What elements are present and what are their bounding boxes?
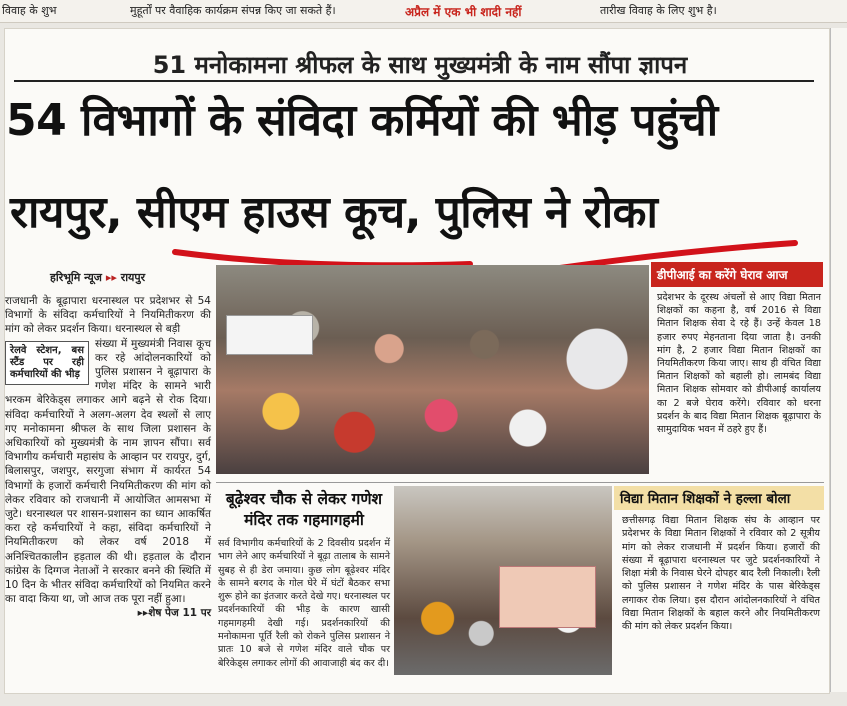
rally-banner xyxy=(499,566,596,628)
box-story-text: छत्तीसगढ़ विद्या मितान शिक्षक संघ के आव्हान पर प्रदेशभर के विद्या मितान शिक्षकों ने रविवार को 2 सूत्रीय मांग को लेकर राजधानी में प्रदर्शन किया। हजारों की संख्या में बूढ़ापारा धरनास्थल पर जुटे प्रदर्शनकारियों ने शिक्षा मंत्री के निवास घेरने दोपहर बाद रैली निकाली। रैली को पुलिस प्रशासन ने गणेश मंदिर के पास बेरिकेड्स लगाकर रोक लिया। इस दौरान आंदोलनकारियों ने वंचित विद्या मितान शिक्षकों के बहाल करने और नियमितीकरण की मांग को लेकर प्रदर्शन किया। xyxy=(622,515,820,633)
right-story-text: प्रदेशभर के दूरस्थ अंचलों से आए विद्या मितान शिक्षकों का कहना है, वर्ष 2016 से विद्या मितान शिक्षक सेवा दे रहे हैं। उन्हें केवल 18 हजार रुपए मेहनताना दिया जाता है। उनकी मांग है, 2 हजार विद्या मितान शिक्षकों का नियमितीकरण किया जाए। साथ ही वंचित विद्या मितान शिक्षकों को बहाली हो। लामबंद विद्या मितान शिक्षक सोमवार को डीपीआई कार्यालय का 2 बजे घेराव करेंगे। रविवार को धरना प्रदर्शन के बाद विद्या मितान शिक्षक बूढ़ापारा के सामुदायिक भवन में ठहरे हुए हैं। xyxy=(657,292,821,436)
right-story xyxy=(651,262,823,436)
rally-photo xyxy=(394,486,612,675)
strip-right-text: तारीख विवाह के लिए शुभ है। xyxy=(600,4,717,17)
strip-center-text: मुहूर्तों पर वैवाहिक कार्यक्रम संपन्न किए जा सकते हैं। xyxy=(130,4,336,17)
main-story-para-2: संख्या में मुख्यमंत्री निवास कूच कर रहे आंदोलनकारियों को पुलिस प्रशासन ने बूढ़ापारा के गणेश मंदिर के सामने भारी भरकम बेरिकेड्स लगाकर आगे बढ़ने से रोक दिया। संविदा कर्मचारियों ने अलग-अलग देव स्थलों से लाए गए मनोकामना श्रीफल के साथ जिला प्रशासन के अधिकारियों को मुख्यमंत्री के नाम ज्ञापन सौंपा। सर्व विभागीय कर्मचारी महासंघ के आव्हान पर रायपुर, दुर्ग, बिलासपुर, जशपुर, सरगुजा संभाग में कार्यरत 54 विभागों के हजारों कर्मचारी नियमितीकरण की मांग को लेकर रविवार को राजधानी में आयोजित आमसभा में जुटे। धरनास्थल पर शासन-प्रशासन का ध्यान आकर्षित करा रहे कर्मचारियों ने कहा, संविदा कर्मचारियों ने नियमितीकरण को लेकर वर्ष 2018 में अनिश्चितकालीन हड़ताल की थी। हड़ताल के दौरान कांग्रेस के दिग्गज नेताओं ने सरकार बनने की स्थिति में 10 दिन के भीतर संविदा कर्मचारियों को नियमित करने का वादा किया था, जो आज तक पूरा नहीं हुआ। xyxy=(5,337,211,606)
box-story-heading: विद्या मितान शिक्षकों ने हल्ला बोला xyxy=(614,486,824,510)
photo-banner xyxy=(226,315,313,355)
strip-center-red: अप्रैल में एक भी शादी नहीं xyxy=(405,5,522,19)
mid-story-heading: बूढ़ेश्वर चौक से लेकर गणेश मंदिर तक गहमागहमी xyxy=(225,490,383,529)
right-story-heading: डीपीआई का करेंगे घेराव आज xyxy=(651,262,823,287)
adjacent-page-edge xyxy=(830,28,847,692)
main-story-para-1: राजधानी के बूढ़ापारा धरनास्थल पर प्रदेशभर से 54 विभागों के संविदा कर्मचारियों ने नियमितीकरण की मांग को लेकर प्रदर्शन किया। धरनास्थल से बड़ी xyxy=(5,295,211,336)
kicker-headline: 51 मनोकामना श्रीफल के साथ मुख्यमंत्री के नाम सौंपा ज्ञापन xyxy=(152,51,688,79)
kicker-rule xyxy=(14,80,814,82)
mid-story-text: सर्व विभागीय कर्मचारियों के 2 दिवसीय प्रदर्शन में भाग लेने आए कर्मचारियों ने बूढ़ा तालाब के सामने सुबह से ही डेरा जमाया। कुछ लोग बूढ़ेश्वर मंदिर के सामने बरगद के गोल घेरे में घंटों बैठकर सभा शुरू होने का इंतजार करते देखे गए। धरनास्थल पर प्रदर्शनकारियों की भीड़ के कारण खासी गहमागहमी देखी गई। प्रदर्शनकारियों की मनोकामना पूर्ति रैली को रोकने पुलिस प्रशासन ने प्रातः 10 बजे से गणेश मंदिर वाले चौक पर बेरिकेड्स लगाकर लोगों की आवाजाही बंद कर दी। xyxy=(218,538,390,669)
headline-line-1: 54 विभागों के संविदा कर्मियों की भीड़ पहुंची xyxy=(6,95,718,146)
byline-place: रायपुर xyxy=(120,271,146,284)
protest-crowd-photo xyxy=(216,265,649,474)
byline xyxy=(50,270,145,285)
callout-box: रेलवे स्टेशन, बस स्टैंड पर रही कर्मचारियों की भीड़ xyxy=(5,341,89,385)
continued-page-link[interactable]: ▸▸शेष पेज 11 पर xyxy=(137,607,211,620)
headline-line-2: रायपुर, सीएम हाउस कूच, पुलिस ने रोका xyxy=(10,187,658,238)
section-rule xyxy=(216,482,824,483)
main-story xyxy=(5,294,211,621)
byline-arrow-icon: ▸▸ xyxy=(105,271,117,284)
previous-page-strip xyxy=(0,0,847,23)
crowd-image xyxy=(216,265,649,474)
box-story xyxy=(614,486,824,676)
strip-left-text: विवाह के शुभ xyxy=(2,4,57,17)
byline-source: हरिभूमि न्यूज xyxy=(50,271,102,284)
